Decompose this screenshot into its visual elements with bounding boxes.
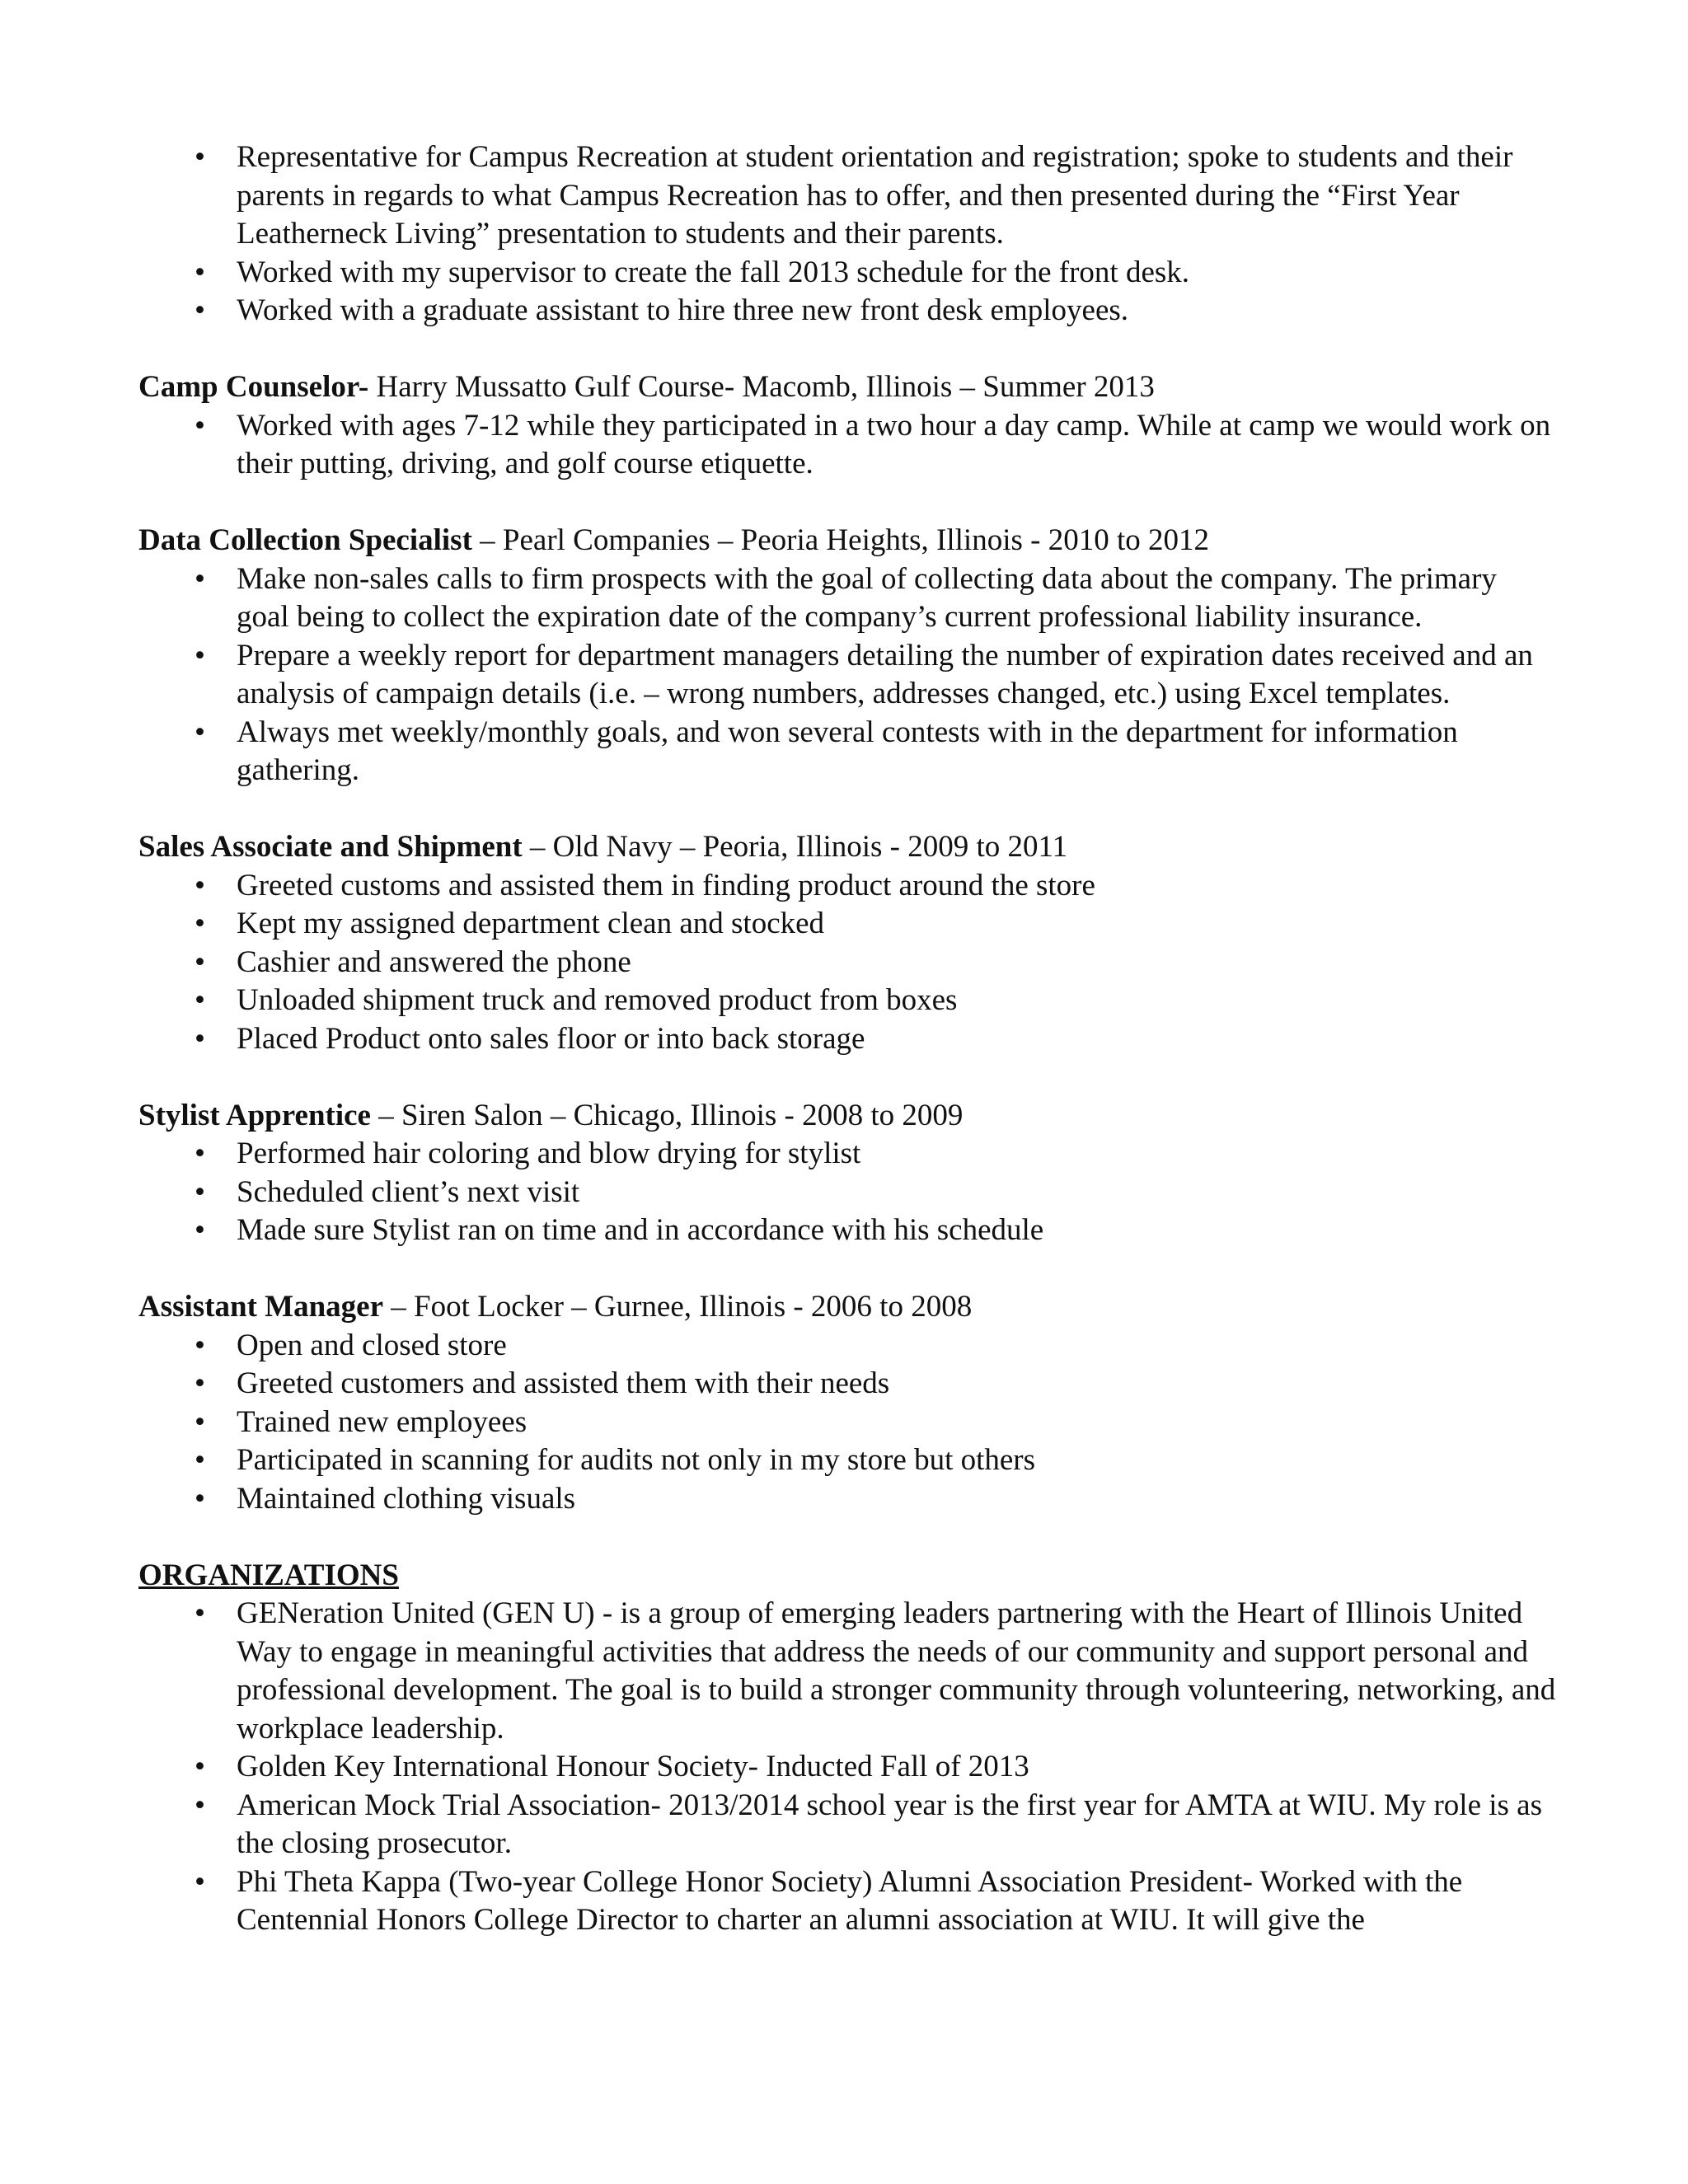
job-heading xyxy=(138,828,1556,867)
list-item: • Worked with my supervisor to create the fall 2013 schedule for the front desk. xyxy=(138,254,1556,293)
job-heading xyxy=(138,368,1556,407)
list-item: • Prepare a weekly report for department managers detailing the number of expiration dates received and an analysis of campaign details (i.e. – wrong numbers, addresses changed, etc.) using Excel templates. xyxy=(195,638,1533,710)
organizations-bullet-list xyxy=(138,1595,1556,1940)
job-heading xyxy=(138,1097,1556,1136)
job-heading xyxy=(138,1288,1556,1327)
bullet-icon: • xyxy=(195,1596,205,1630)
bullet-icon: • xyxy=(195,408,205,443)
list-item: • Scheduled client’s next visit xyxy=(138,1174,1556,1212)
list-item: • Worked with ages 7-12 while they participated in a two hour a day camp. While at camp we would work on their putting, driving, and golf course etiquette. xyxy=(195,408,1551,480)
job-title: Stylist Apprentice xyxy=(138,1098,371,1132)
job-details: – Siren Salon – Chicago, Illinois - 2008 to 2009 xyxy=(370,1098,964,1132)
bullet-icon: • xyxy=(195,983,205,1017)
bullet-icon: • xyxy=(195,140,205,174)
list-item: • Open and closed store xyxy=(138,1327,1556,1366)
list-item: • Always met weekly/monthly goals, and won several contests with in the department for information gathering. xyxy=(195,715,1458,787)
bullet-icon: • xyxy=(195,638,205,673)
list-item: • American Mock Trial Association- 2013/2014 school year is the first year for AMTA at WIU. My role is as the closing prosecutor. xyxy=(195,1788,1543,1860)
job-bullet-list xyxy=(138,867,1556,1059)
bullet-icon: • xyxy=(195,1404,205,1439)
list-item: • Made sure Stylist ran on time and in accordance with his schedule xyxy=(138,1212,1556,1250)
bullet-icon: • xyxy=(195,1864,205,1899)
bullet-icon: • xyxy=(195,1481,205,1516)
list-item: • Cashier and answered the phone xyxy=(138,944,1556,982)
list-item: • Kept my assigned department clean and stocked xyxy=(138,905,1556,944)
job-title: Sales Associate and Shipment xyxy=(138,830,523,864)
resume-page xyxy=(138,138,1556,1940)
spacer xyxy=(138,484,1556,523)
bullet-icon: • xyxy=(195,1328,205,1362)
list-item: • Greeted customers and assisted them with their needs xyxy=(138,1365,1556,1404)
spacer xyxy=(138,1518,1556,1557)
bullet-icon: • xyxy=(195,1174,205,1209)
spacer xyxy=(138,1250,1556,1289)
job-details: – Old Navy – Peoria, Illinois - 2009 to 2011 xyxy=(522,830,1068,864)
spacer xyxy=(138,790,1556,829)
bullet-icon: • xyxy=(195,944,205,979)
bullet-icon: • xyxy=(195,255,205,289)
list-item: • Greeted customs and assisted them in finding product around the store xyxy=(138,867,1556,906)
job-title: Assistant Manager xyxy=(138,1290,384,1324)
job-details: – Pearl Companies – Peoria Heights, Illinois - 2010 to 2012 xyxy=(471,523,1209,557)
list-item: • Unloaded shipment truck and removed product from boxes xyxy=(138,982,1556,1020)
bullet-icon: • xyxy=(195,1021,205,1056)
job-details: Harry Mussatto Gulf Course- Macomb, Illinois – Summer 2013 xyxy=(368,370,1155,404)
list-item: • Representative for Campus Recreation at student orientation and registration; spoke to students and their parents in regards to what Campus Recreation has to offer, and then presented during the “First Year Leatherneck Living” presentation to students and their parents. xyxy=(195,140,1513,251)
job-bullet-list xyxy=(138,1135,1556,1250)
list-item: • Participated in scanning for audits not only in my store but others xyxy=(138,1441,1556,1480)
job-bullet-list xyxy=(138,560,1556,790)
bullet-icon: • xyxy=(195,1750,205,1783)
job-bullet-list xyxy=(138,407,1556,484)
spacer xyxy=(138,1058,1556,1097)
list-item: • Worked with a graduate assistant to hire three new front desk employees. xyxy=(138,292,1556,330)
bullet-icon: • xyxy=(195,293,205,327)
bullet-icon: • xyxy=(195,868,205,902)
section-heading-organizations: ORGANIZATIONS xyxy=(138,1558,399,1592)
list-item: • Phi Theta Kappa (Two-year College Honor Society) Alumni Association President- Worked with the Centennial Honors College Director to charter an alumni association at WIU. It will give the xyxy=(195,1864,1463,1937)
list-item: • Golden Key International Honour Society- Inducted Fall of 2013 xyxy=(138,1748,1556,1787)
list-item: • Performed hair coloring and blow drying for stylist xyxy=(138,1135,1556,1174)
bullet-icon: • xyxy=(195,1213,205,1247)
job-details: – Foot Locker – Gurnee, Illinois - 2006 to 2008 xyxy=(383,1290,973,1324)
bullet-icon: • xyxy=(195,907,205,940)
bullet-icon: • xyxy=(195,1443,205,1477)
bullet-icon: • xyxy=(195,1788,205,1822)
list-item: • Placed Product onto sales floor or into back storage xyxy=(138,1020,1556,1059)
job-heading xyxy=(138,522,1556,560)
bullet-icon: • xyxy=(195,715,205,749)
job-title: Data Collection Specialist xyxy=(138,523,472,557)
bullet-icon: • xyxy=(195,561,205,596)
job-bullet-list xyxy=(138,1327,1556,1519)
list-item: • Make non-sales calls to firm prospects with the goal of collecting data about the company. The primary goal being to collect the expiration date of the company’s current professional liability insurance. xyxy=(195,561,1497,634)
list-item: • GENeration United (GEN U) - is a group of emerging leaders partnering with the Heart of Illinois United Way to engage in meaningful activities that address the needs of our community and support personal and professional development. The goal is to build a stronger community through volunteering, networking, and workplace leadership. xyxy=(195,1596,1556,1746)
list-item: • Maintained clothing visuals xyxy=(138,1480,1556,1519)
intro-bullet-list xyxy=(138,138,1556,330)
bullet-icon: • xyxy=(195,1137,205,1170)
list-item: • Trained new employees xyxy=(138,1404,1556,1442)
job-title: Camp Counselor- xyxy=(138,370,369,404)
bullet-icon: • xyxy=(195,1366,205,1400)
spacer xyxy=(138,330,1556,369)
